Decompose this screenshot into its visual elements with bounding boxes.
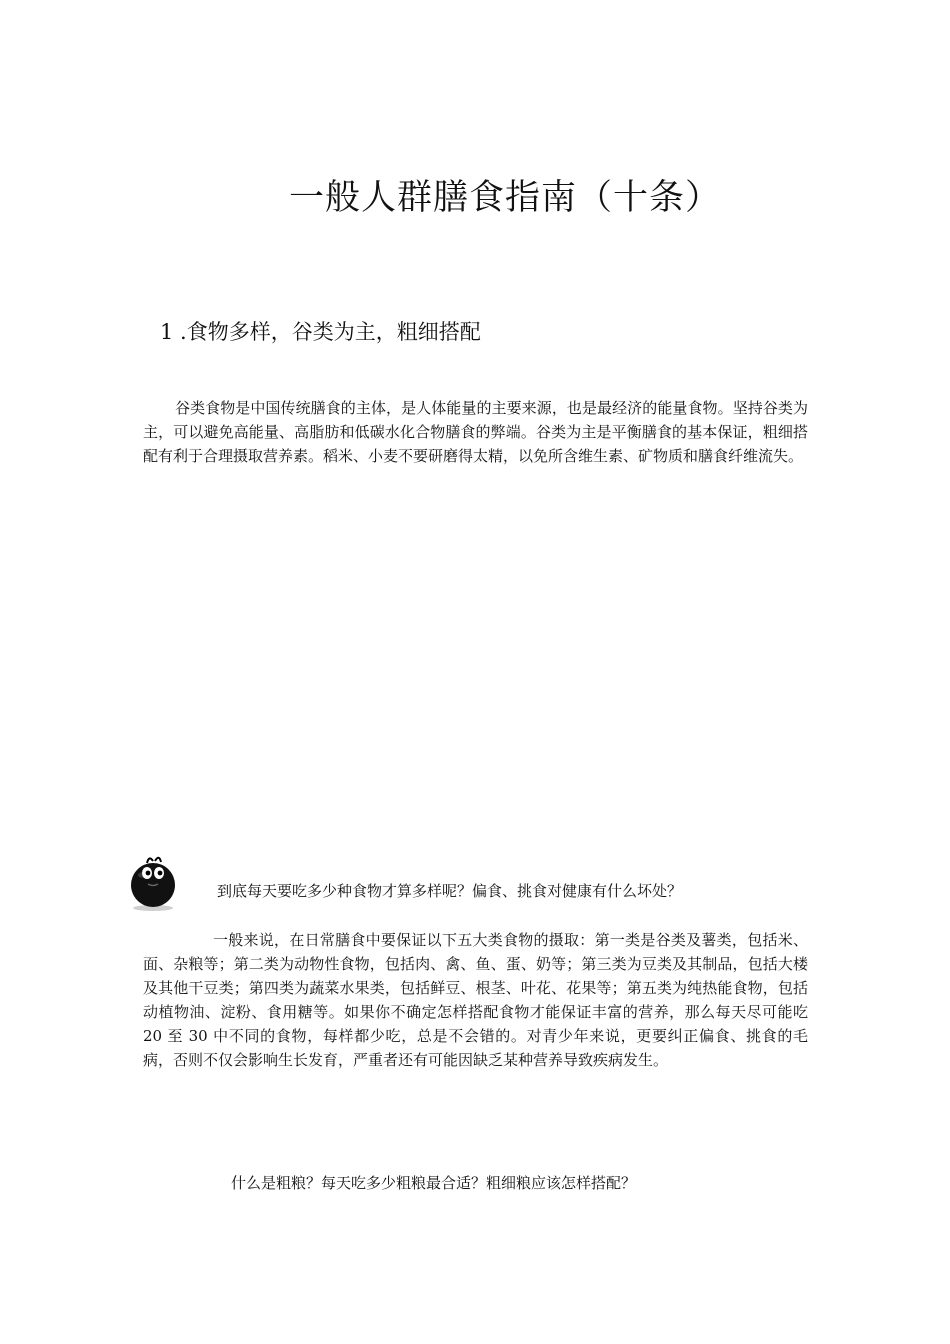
question-1: 到底每天要吃多少种食物才算多样呢？偏食、挑食对健康有什么坏处？ bbox=[217, 882, 683, 900]
section-paragraph: 谷类食物是中国传统膳食的主体，是人体能量的主要来源，也是最经济的能量食物。坚持谷类为主，可以避免高能量、高脂肪和低碳水化合物膳食的弊端。谷类为主是平衡膳食的基本保证，粗细搭配有利于合理摄取营养素。稻米、小麦不要研磨得太精，以免所含维生素、矿物质和膳食纤维流失。 bbox=[143, 399, 808, 465]
section-heading: 1 .食物多样，谷类为主，粗细搭配 bbox=[160, 320, 481, 344]
question-2: 什么是粗粮？每天吃多少粗粮最合适？粗细粮应该怎样搭配？ bbox=[231, 1174, 637, 1192]
bomb-face-mascot-icon bbox=[127, 853, 179, 913]
answer-1-paragraph: 一般来说，在日常膳食中要保证以下五大类食物的摄取：第一类是谷类及薯类，包括米、面、杂粮等；第二类为动物性食物，包括肉、禽、鱼、蛋、奶等；第三类为豆类及其制品，包括大楼及其他干豆类；第四类为蔬菜水果类，包括鲜豆、根茎、叶花、花果等；第五类为纯热能食物，包括动植物油、淀粉、食用糖等。如果你不确定怎样搭配食物才能保证丰富的营养，那么每天尽可能吃 20 至 30 中不同的食物，每样都少吃，总是不会错的。对青少年来说，更要纠正偏食、挑食的毛病，否则不仅会影响生长发育，严重者还有可能因缺乏某种营养导致疾病发生。 bbox=[143, 931, 808, 1069]
page-title: 一般人群膳食指南（十条） bbox=[288, 178, 721, 218]
